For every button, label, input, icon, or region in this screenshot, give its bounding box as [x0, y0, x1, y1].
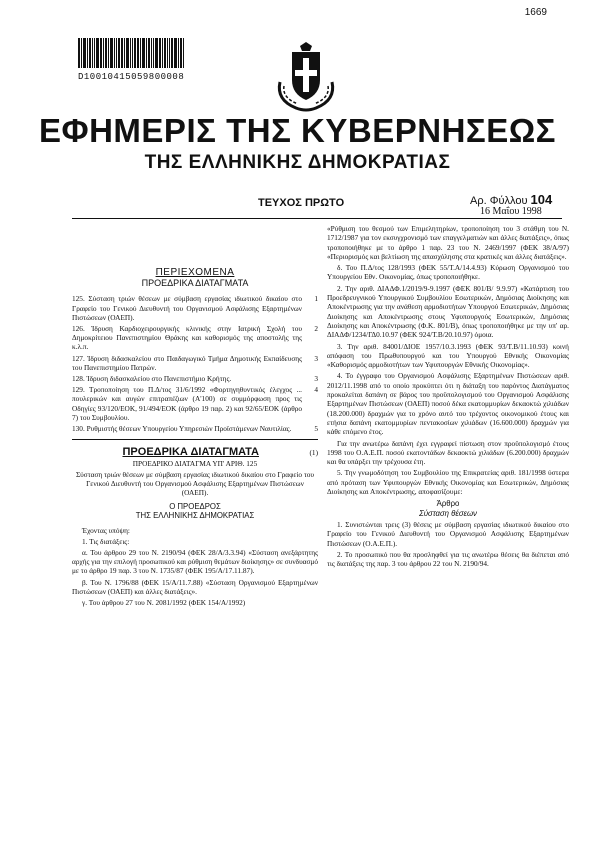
coat-of-arms-emblem — [270, 42, 342, 114]
decree-section-heading: ΠΡΟΕΔΡΙΚΑ ΔΙΑΤΑΓΜΑΤΑ — [122, 446, 259, 459]
toc-entry[interactable]: 129. Τροποποίηση του Π.Δ/τος 31/6/1992 «Φορτηγηθυντικός έλεγχος ... πουλερικών και αυγών επιτραπέζιων (Α'100) σε συμμόρφωση προς τις Οδηγίες 93/120/ΕΟΚ, 91/494/ΕΟΚ (άρθρο 19 παρ. 2) και 92/65/ΕΟΚ (άρθρο 7) του Συμβουλίου. 4 — [72, 385, 318, 422]
toc-subheading: ΠΡΟΕΔΡΙΚΑ ΔΙΑΤΑΓΜΑΤΑ — [141, 278, 249, 289]
toc-entry[interactable]: 125. Σύσταση τριών θέσεων με σύμβαση εργασίας ιδιωτικού δικαίου στο Γραφείο του Γενικού Διευθυντή του Οργανισμού Ασφάλισης Εξαρτημένων Πιστώσεων (ΟΑΕΠ). 1 — [72, 294, 318, 322]
sheet-number-value: 104 — [530, 192, 553, 207]
article-subheading: Σύσταση θέσεων — [419, 508, 477, 518]
decree-number: ΠΡΟΕΔΡΙΚΟ ΔΙΑΤΑΓΜΑ ΥΠ' ΑΡΙΘ. 125 — [132, 459, 258, 469]
decree-paragraph: 1. Τις διατάξεις: — [82, 536, 130, 546]
decree-paragraph: Έχοντας υπόψη: — [82, 525, 130, 535]
president-heading: Ο ΠΡΟΕΔΡΟΣ — [169, 502, 221, 512]
section-divider — [72, 439, 318, 440]
sheet-label: Αρ. Φύλλου — [470, 195, 528, 207]
decree-paragraph: «Ρύθμιση του θεσμού των Επιμελητηρίων, τροποποίηση του 3 στάθμη του Ν. 1712/1987 για τον εκσυγχρονισμό των επαγγελματιών και άλλες διατάξεις», όπως τροποποιήθηκε με το άρθρο 1 παρ. 23 του Ν. 2469/1997 (ΦΕΚ 38/Α/97) «Περιορισμός και βελτίωση της απασχόλησης στα κρατικές και άλλες διατάξεις». — [327, 224, 569, 261]
barcode — [78, 38, 213, 68]
decree-paragraph: 2. Την αριθ. ΔΙΑΔΦ.1/2019/9-9.1997 (ΦΕΚ 801/Β/ 9.9.97) «Κατάρτιση του Προεδρευγνικού Υπουργικού Συμβουλίου Εσωτερικών, Δημόσιας Διοίκησης και Αποκέντρωσης για την ανάθεση αρμοδιοτήτων Υπουργού Εσωτερικών, Δημόσιας Διοίκησης και Αποκέντρωσης στους Υφυπουργούς Εσωτερικών, Δημόσιας Διοίκησης και Αποκέντρωσης (Φ.Κ. 801/Β), όπως τροποποιήθηκε με την υπ' αρ. ΔΙΑΔΦ/1234/ΓΔ0.10.97 (ΦΕΚ 924/Τ.Β/20.10.97) όμοια. — [327, 283, 569, 340]
left-column — [72, 232, 318, 609]
republic-heading: ΤΗΣ ΕΛΛΗΝΙΚΗΣ ΔΗΜΟΚΡΑΤΙΑΣ — [135, 511, 255, 521]
decree-paragraph: δ. Του Π.Δ/τος 128/1993 (ΦΕΚ 55/Τ.Α/14.4.93) Κύρωση Οργανισμού του Υπουργείου Εθν. Οικονομίας, όπως τροποποιήθηκε. — [327, 263, 569, 282]
gazette-subtitle: ΤΗΣ ΕΛΛΗΝΙΚΗΣ ΔΗΜΟΚΡΑΤΙΑΣ — [144, 152, 451, 173]
issue-type: ΤΕΥΧΟΣ ΠΡΩΤΟ — [258, 197, 345, 209]
decree-paragraph: Για την ανωτέρω δαπάνη έχει εγγραφεί πίστωση στον προϋπολογισμό έτους 1998 του Ο.Α.Ε.Π. ποσού εκατοντάδων δεκαοκτώ χιλιάδων (6.200.000) δραχμών και θα υπάρξει την τρέχουσα έτη. — [327, 438, 569, 467]
toc-entry[interactable]: 130. Ρυθμιστής θέσεων Υπουργείου Υπηρεσιών Προϊστάμενων Ναυτιλίας. 5 — [72, 424, 318, 434]
barcode-number: D10010415059800008 — [78, 72, 185, 82]
decree-paragraph: α. Του άρθρου 29 του Ν. 2190/94 (ΦΕΚ 28/Α/3.3.94) «Σύσταση ανεξάρτητης αρχής για την επιλογή προσωπικού και ρύθμιση θεμάτων διοίκησης» σε συνδυασμό με το άρθρο 19 παρ. 3 του Ν. 1735/87 (ΦΕΚ 195/Α/17.11.87). — [72, 548, 318, 576]
right-column — [327, 224, 569, 570]
decree-summary: Σύσταση τριών θέσεων με σύμβαση εργασίας ιδιωτικού δικαίου στο Γραφείο του Γενικού Διευθυντή του Οργανισμού Ασφάλισης Εξαρτημένων Πιστώσεων (ΟΑΕΠ). — [75, 469, 315, 498]
article-paragraph: 1. Συνιστώνται τρεις (3) θέσεις με σύμβαση εργασίας ιδιωτικού δικαίου στο Γραφείο του Γενικού Διευθυντή του Οργανισμού Ασφάλισης Εξαρτημένων Πιστώσεων (Ο.Α.Ε.Π.). — [327, 519, 569, 548]
decree-heading-row — [72, 446, 318, 459]
article-paragraph: 2. Το προσωπικό που θα προσληφθεί για τις ανωτέρω θέσεις θα διέπεται από τις διατάξεις της παρ. 3 του άρθρου 22 του Ν. 2190/94. — [327, 549, 569, 569]
decree-marker: (1) — [309, 448, 318, 458]
decree-paragraph: 4. Το έγγραφο του Οργανισμού Ασφάλισης Εξαρτημένων Πιστώσεων αριθ. 2012/11.1998 από το οποίο προκύπτει ότι η διάταξη του παρόντος Διατάγματος προκαλείται δαπάνη σε βάρος του προϋπολογισμού του Οργανισμού Ασφάλισης Εξαρτημένων Πιστώσεων (ΟΑΕΠ) ποσού δέκα εκατομμυρίων δεκαοκτώ χιλιάδων (18.200.000) δραχμών για το χρόνο αυτό του τρέχοντος οικονομικού έτους και ετήσια δαπάνη εκατομμυρίων πεντακοσίων χιλιάδων (16.600.000) δραχμών για κάθε επόμενο έτος. — [327, 371, 569, 437]
decree-paragraph: β. Του Ν. 1796/88 (ΦΕΚ 15/Α/11.7.88) «Σύσταση Οργανισμού Εξαρτημένων Πιστώσεων (ΟΑΕΠ) και άλλες διατάξεις». — [72, 577, 318, 596]
sheet-number — [470, 192, 552, 207]
masthead-divider — [72, 218, 562, 219]
page-number: 1669 — [524, 7, 547, 18]
toc-heading: ΠΕΡΙΕΧΟΜΕΝΑ — [155, 267, 235, 278]
decree-paragraph: 5. Την γνωμοδότηση του Συμβουλίου της Επικρατείας αριθ. 181/1998 ύστερα από πρόταση των Υφυπουργών Εθνικής Οικονομίας και Εσωτερικών, Δημόσιας Διοίκησης και Αποκέντρωσης, αποφασίζουμε: — [327, 468, 569, 497]
toc-entry[interactable]: 126. Ίδρυση Καρδιοχειρουργικής κλινικής στην Ιατρική Σχολή του Δημοκρίτειου Πανεπιστημίου Θράκης και καθορισμός της αποστολής της κ.λ.π. 2 — [72, 324, 318, 352]
decree-paragraph: 3. Την αριθ. 84001/ΔΙΟΕ 1957/10.3.1993 (ΦΕΚ 93/Τ.Β/11.10.93) κοινή απόφαση του Πρωθυπουργού και του Υπουργού Εθνικής Οικονομίας «Καθορισμός αρμοδιοτήτων των Υφυπουργών Εθνικής Οικονομίας». — [327, 341, 569, 370]
toc-entry[interactable]: 127. Ίδρυση διδασκαλείου στο Παιδαγωγικό Τμήμα Δημοτικής Εκπαίδευσης του Πανεπιστημίου Πατρών. 3 — [72, 353, 318, 372]
issue-date: 16 Μαΐου 1998 — [480, 206, 542, 217]
article-heading: Άρθρο — [436, 499, 460, 509]
toc-entry[interactable]: 128. Ίδρυση διδασκαλείου στο Πανεπιστήμιο Κρήτης. 3 — [72, 374, 318, 384]
gazette-title: ΕΦΗΜΕΡΙΣ ΤΗΣ ΚΥΒΕΡΝΗΣΕΩΣ — [39, 112, 556, 149]
decree-paragraph: γ. Του άρθρου 27 του Ν. 2081/1992 (ΦΕΚ 154/Α/1992) — [82, 598, 246, 608]
